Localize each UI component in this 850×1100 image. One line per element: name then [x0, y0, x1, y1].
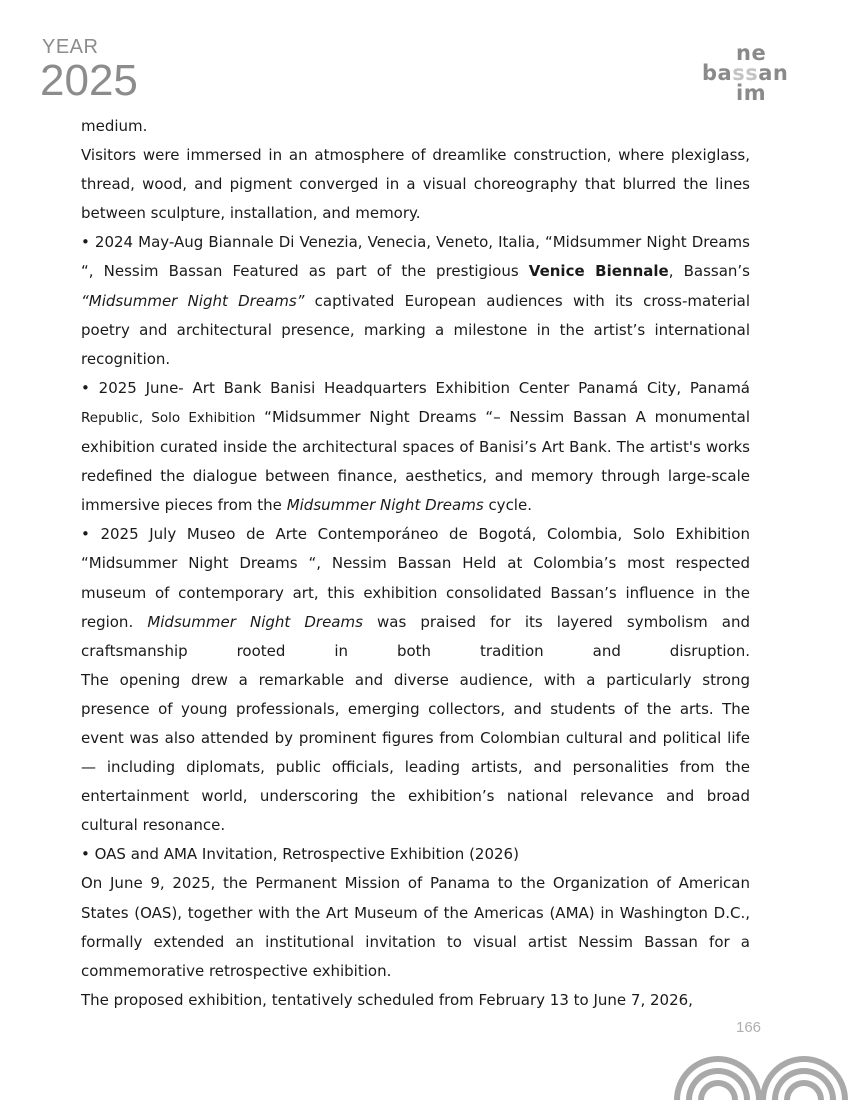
arches-decoration [672, 1052, 850, 1100]
venice-title-italic: “Midsummer Night Dreams” [81, 291, 305, 310]
panama-title-italic: Midsummer Night Dreams [286, 496, 484, 515]
year-label: YEAR [42, 36, 99, 58]
bogota-text-a: • 2025 July Museo de Arte Contemporáneo de Bogotá, Colombia, Solo Exhibition “Midsummer Night Dreams “, Nessim Bassan Held at Colombia’s most respected museum of contemporary art, this exhibition consolidated Bassan’s influence in the region. [81, 525, 750, 631]
venice-text-e: captivated European audiences with its cross-material poetry and architectural presence, marking a milestone in the artist’s international recognition. [81, 291, 751, 368]
year-number: 2025 [40, 56, 138, 105]
paragraph-proposed: The proposed exhibition, tentatively scheduled from February 13 to June 7, 2026, [81, 990, 693, 1009]
logo-line-1: ne [736, 41, 767, 65]
paragraph-visitors: Visitors were immersed in an atmosphere of dreamlike construction, where plexiglass, thread, wood, and pigment converged in a visual choreography that blurred the lines between sculpture, installation, and memory. [81, 146, 750, 223]
bogota-text-c: was praised for its layered symbolism and craftsmanship rooted in both tradition and disruption. [81, 612, 750, 660]
page-number: 166 [736, 1019, 762, 1036]
paragraph-opening: The opening drew a remarkable and diverse audience, with a particularly strong presence of young professionals, emerging collectors, and students of the arts. The event was also attended by prominent figures from Colombian cultural and political life — including diplomats, public officials, leading artists, and personalities from the entertainment world, underscoring the exhibition’s national relevance and broad cultural resonance. [81, 670, 750, 835]
paragraph-panama [81, 374, 750, 520]
paragraph-venice [81, 228, 750, 373]
logo-line-3: im [736, 81, 767, 105]
body-text [81, 112, 750, 1015]
venice-biennale-bold: Venice Biennale [528, 262, 669, 281]
logo-line-2-a: ba [702, 61, 733, 85]
paragraph-medium: medium. [81, 117, 148, 135]
venice-text-c: , Bassan’s [668, 262, 750, 281]
panama-text-a: • 2025 June- Art Bank Banisi Headquarters Exhibition Center Panamá City, Panamá [81, 378, 750, 397]
logo-line-2-c: an [758, 61, 789, 85]
panama-text-c: “Midsummer Night Dreams “– Nessim Bassan A monumental exhibition curated inside the architectural spaces of Banisi’s Art Bank. The artist's works redefined the dialogue between finance, aesthetics, and memory through large-scale immersive pieces from the [81, 407, 750, 515]
paragraph-oas: On June 9, 2025, the Permanent Mission of Panama to the Organization of American States (OAS), together with the Art Museum of the Americas (AMA) in Washington D.C., formally extended an institutional invitation to visual artist Nessim Bassan for a commemorative retrospective exhibition. [81, 874, 750, 980]
venice-text-a: • 2024 May-Aug Biannale Di Venezia, Venecia, Veneto, Italia, “Midsummer Night Dreams “, Nessim Bassan Featured as part of the prestigious [81, 233, 750, 281]
logo-line-2-b: ss [732, 61, 759, 85]
panama-text-small: Republic, Solo Exhibition [81, 409, 256, 426]
nessim-bassan-logo [690, 40, 820, 106]
panama-text-e: cycle. [483, 496, 532, 515]
paragraph-oas-heading: • OAS and AMA Invitation, Retrospective Exhibition (2026) [81, 845, 519, 864]
bogota-title-italic: Midsummer Night Dreams [147, 612, 363, 631]
paragraph-bogota [81, 520, 750, 665]
